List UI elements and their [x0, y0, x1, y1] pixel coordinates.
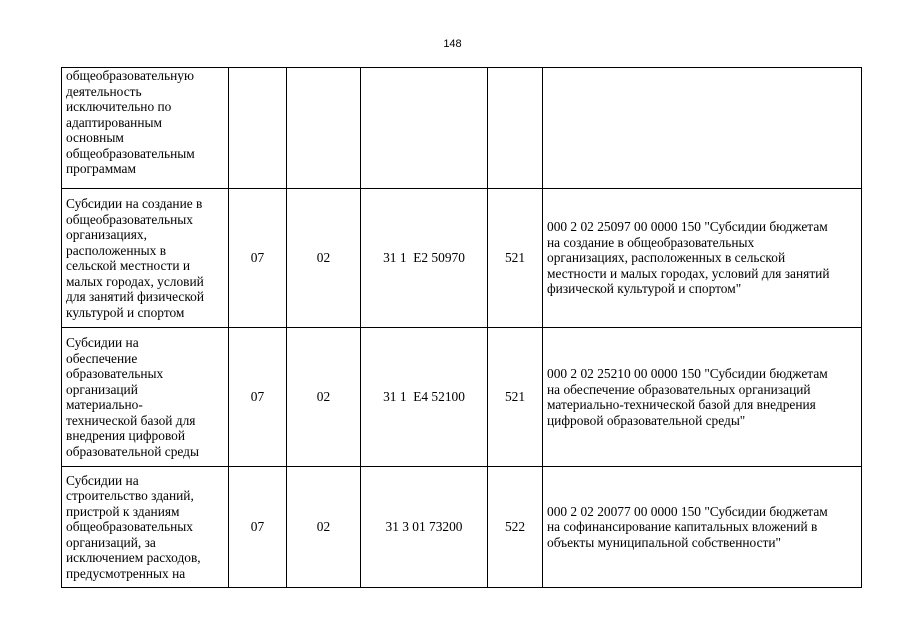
description-cell: [543, 467, 862, 588]
table-row: [62, 328, 862, 467]
target-article-text: 31 1 Е4 52100: [383, 389, 465, 405]
description-text: 000 2 02 25097 00 0000 150 "Субсидии бюджетам на создание в общеобразовательных организациях, расположенных в сельской местности и малых городах, условий для занятий физической культурой и спортом": [547, 219, 830, 297]
expense-type-cell: 521: [488, 189, 543, 328]
description-text: 000 2 02 20077 00 0000 150 "Субсидии бюджетам на софинансирование капитальных вложений в объекты муниципальной собственности": [547, 503, 828, 550]
budget-table: [61, 67, 862, 588]
description-cell: [543, 189, 862, 328]
table-row: [62, 467, 862, 588]
expense-type-cell: 522: [488, 467, 543, 588]
row-name-text: Субсидии на создание в общеобразовательных организациях, расположенных в сельской местности и малых городах, условий для занятий физической культурой и спортом: [66, 196, 205, 320]
table-row: [62, 68, 862, 189]
page-number: 148: [443, 38, 462, 50]
target-article-cell: [361, 189, 488, 328]
section-cell: 07: [229, 328, 287, 467]
row-name-text: Субсидии на обеспечение образовательных организаций материально- технической базой для внедрения цифровой образовательной среды: [66, 335, 199, 459]
subsection-cell: 02: [287, 189, 361, 328]
description-text: 000 2 02 25210 00 0000 150 "Субсидии бюджетам на обеспечение образовательных организаций материально-технической базой для внедрения цифровой образовательной среды": [547, 366, 828, 428]
row-name-text: общеобразовательную деятельность исключительно по адаптированным основным общеобразовательным программам: [66, 68, 195, 176]
section-cell: [229, 68, 287, 189]
description-cell: [543, 68, 862, 189]
subsection-cell: [287, 68, 361, 189]
target-article-cell: [361, 467, 488, 588]
description-cell: [543, 328, 862, 467]
target-article-text: 31 1 Е2 50970: [383, 250, 465, 266]
table-row: [62, 189, 862, 328]
expense-type-cell: 521: [488, 328, 543, 467]
section-cell: 07: [229, 467, 287, 588]
target-article-text: 31 3 01 73200: [385, 519, 463, 535]
row-name-cell: [62, 68, 229, 189]
row-name-text: Субсидии на строительство зданий, пристрой к зданиям общеобразовательных организаций, за исключением расходов, предусмотренных на: [66, 472, 201, 581]
row-name-cell: [62, 189, 229, 328]
subsection-cell: 02: [287, 328, 361, 467]
row-name-cell: [62, 467, 229, 588]
subsection-cell: 02: [287, 467, 361, 588]
expense-type-cell: [488, 68, 543, 189]
section-cell: 07: [229, 189, 287, 328]
target-article-cell: [361, 328, 488, 467]
target-article-cell: [361, 68, 488, 189]
row-name-cell: [62, 328, 229, 467]
